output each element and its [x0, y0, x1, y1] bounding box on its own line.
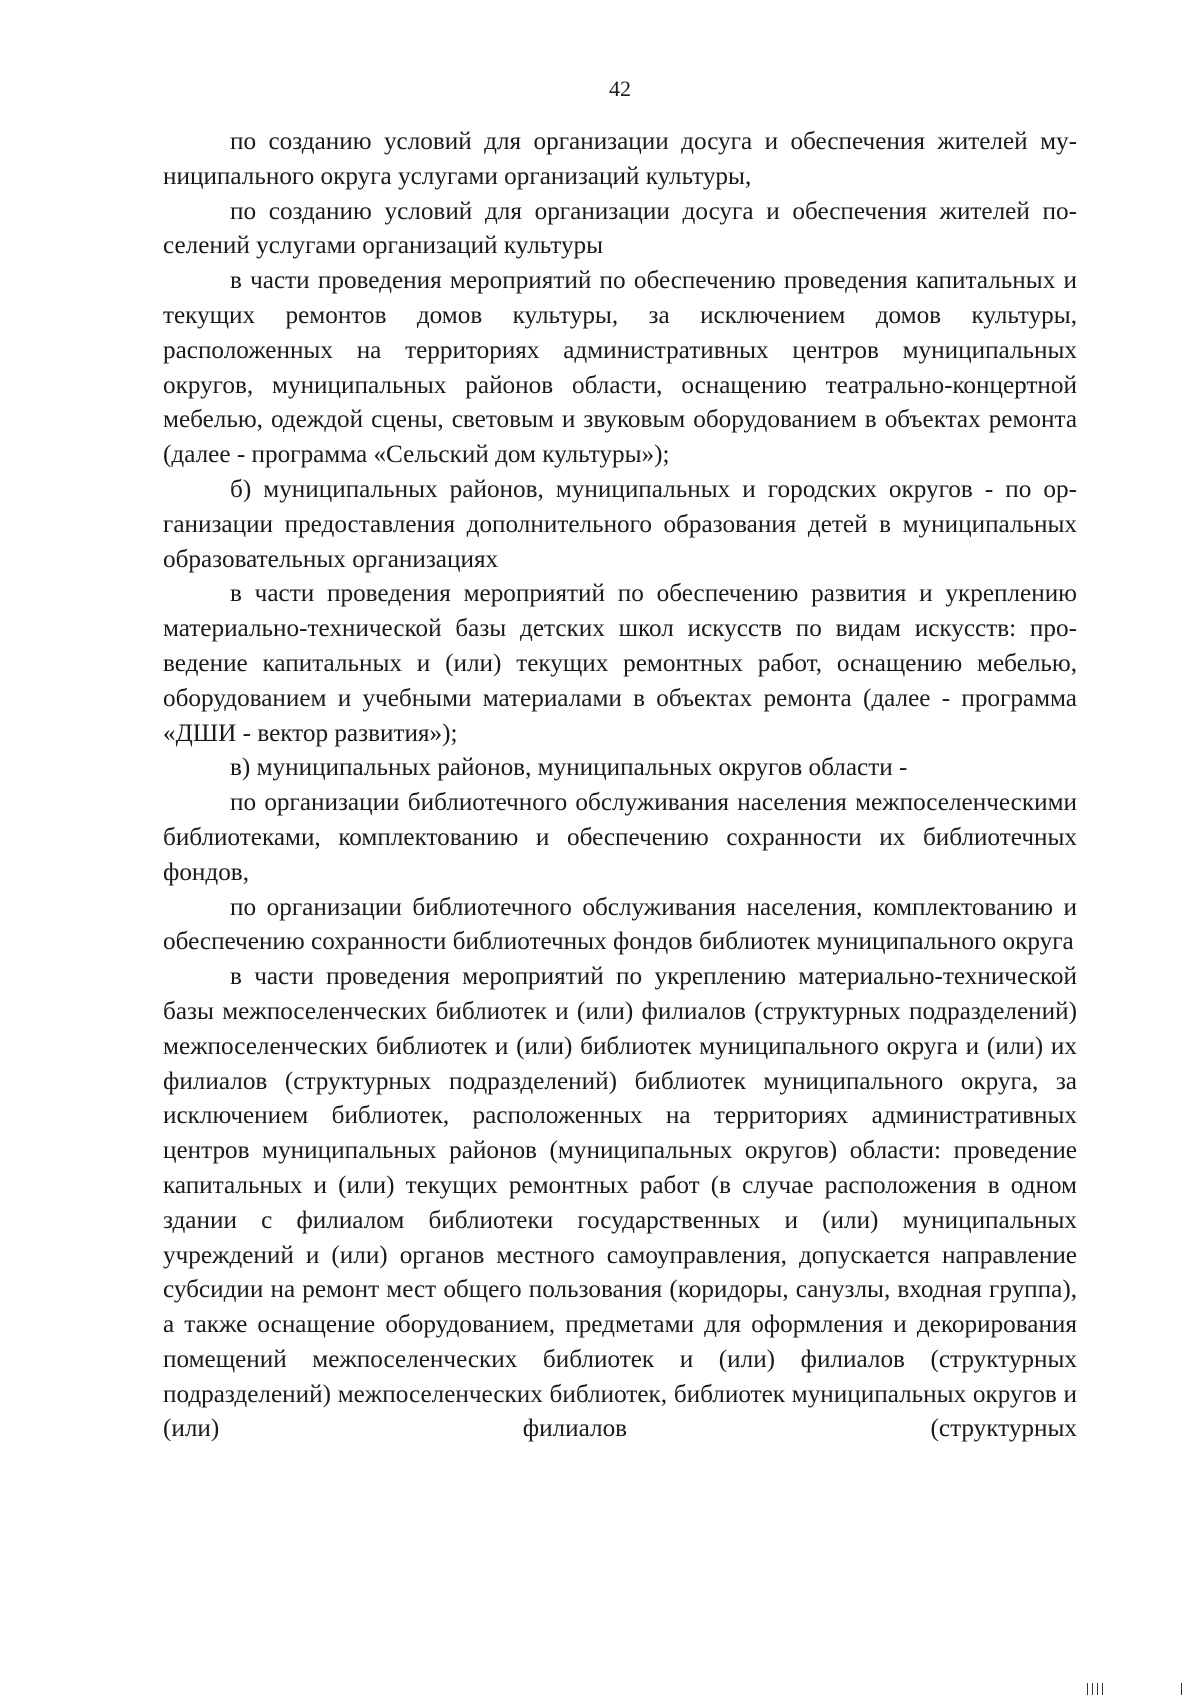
paragraph: по созданию условий для организации досуга и обеспечения жителей поселений услугами организаций культуры — [163, 197, 1077, 260]
paragraph: в части проведения мероприятий по укреплению материально-технической базы межпоселенческих библиотек и (или) филиалов (структурных подразделений) межпоселенческих библиотек и (или) библиотек муниципального округа и (или) их филиалов (структурных подразделений) библиотек муниципального округа, за исключением библиотек, расположенных на территориях административных центров муниципальных районов (муниципальных округов) области: проведение капитальных и (или) текущих ремонтных работ (в случае расположения в одном здании с филиалом библиотеки государственных и (или) муниципальных учреждений и (или) органов местного самоуправления, допускается направление субсидии на ремонт мест общего пользования (коридоры, санузлы, входная группа), а также оснащение оборудованием, предметами для оформления и декорирования помещений межпоселенческих библиотек и (или) филиалов (структурных подразделений) межпоселенческих библиотек, библиотек муниципальных округов и (или) филиалов (структурных — [163, 963, 1077, 1443]
scan-mark — [1097, 1683, 1098, 1695]
scan-mark — [1181, 1683, 1182, 1695]
paragraph: по созданию условий для организации досуга и обеспечения жителей муниципального округа услугами организаций культуры, — [163, 128, 1077, 190]
paragraph: в части проведения мероприятий по обеспечению развития и укреплению материально-технической базы детских школ искусств по видам искусств: проведение капитальных и (или) текущих ремонтных работ, оснащению мебелью, оборудованием и учебными материалами в объектах ремонта (далее - программа «ДШИ - вектор развития»); — [163, 580, 1077, 747]
paragraph: в) муниципальных районов, муниципальных округов области - — [230, 754, 908, 782]
document-body — [163, 125, 1077, 1447]
scan-mark — [1087, 1683, 1088, 1695]
scan-mark — [1102, 1683, 1103, 1695]
paragraph: по организации библиотечного обслуживания населения межпоселенческими библиотеками, комплектованию и обеспечению сохранности их библиотечных фондов, — [163, 789, 1077, 886]
page-number: 42 — [609, 76, 631, 101]
paragraph: б) муниципальных районов, муниципальных и городских округов - по организации предоставления дополнительного образования детей в муниципальных образовательных организациях — [163, 475, 1077, 573]
scan-gap — [1107, 1683, 1177, 1695]
paragraph: в части проведения мероприятий по обеспечению проведения капитальных и текущих ремонтов домов культуры, за исключением домов культуры, расположенных на территориях административных центров муниципальных округов, муниципальных районов области, оснащению театрально-концертной мебелью, одеждой сцены, световым и звуковым оборудованием в объектах ремонта (далее - программа «Сельский дом культуры»); — [163, 267, 1077, 469]
scan-mark — [1092, 1683, 1093, 1695]
paragraph: по организации библиотечного обслуживания населения, комплектованию и обеспечению сохранности библиотечных фондов библиотек муниципального округа — [163, 893, 1077, 956]
scan-edge-marks — [1087, 1681, 1182, 1695]
